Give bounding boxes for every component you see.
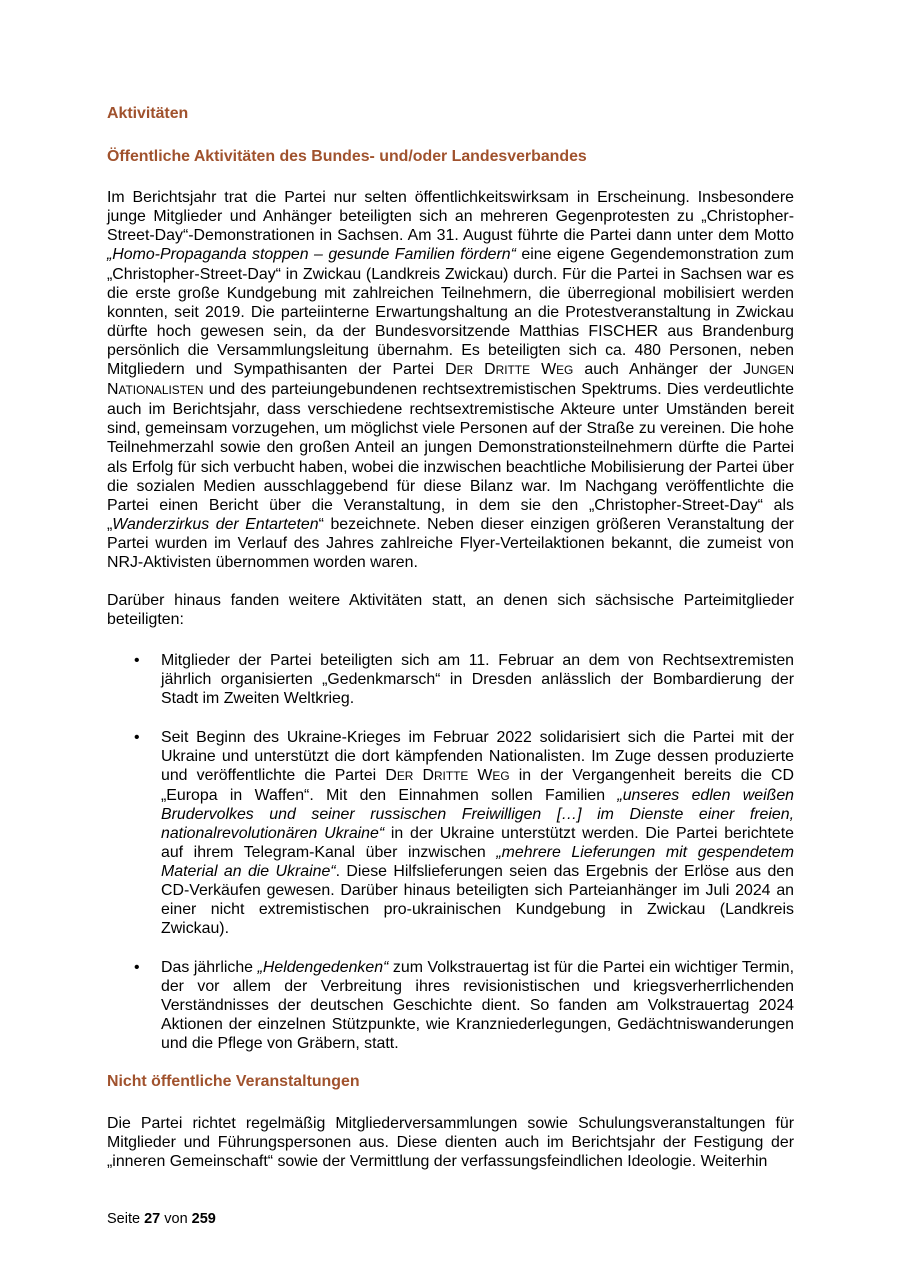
paragraph-berichtsjahr: Im Berichtsjahr trat die Partei nur selten öffentlichkeitswirksam in Erscheinung. Insbesondere junge Mitglieder und Anhänger beteiligten sich an mehreren Gegenprotesten zu „Christopher-Street-Day“-Demonstrationen in Sachsen. Am 31. August führte die Partei dann unter dem Motto „Homo-Propaganda stoppen – gesunde Familien fördern“ eine eigene Gegendemonstration zum „Christopher-Street-Day“ in Zwickau (Landkreis Zwickau) durch. Für die Partei in Sachsen war es die erste große Kundgebung mit zahlreichen Teilnehmern, die überregional mobilisiert werden konnten, seit 2019. Die parteiinterne Erwartungshaltung an die Protestveranstaltung in Zwickau dürfte hoch gewesen sein, da der Bundesvorsitzende Matthias FISCHER aus Brandenburg persönlich die Versammlungsleitung übernahm. Es beteiligten sich ca. 480 Personen, neben Mitgliedern und Sympathisanten der Partei DER DRITTE WEG auch Anhänger der JUNGEN NATIONALISTEN und des parteiungebundenen rechtsextremistischen Spektrums. Dies verdeutlichte auch im Berichtsjahr, dass verschiedene rechtsextremistische Akteure unter Umständen bereit sind, gemeinsam vorzugehen, um möglichst viele Personen auf der Straße zu vereinen. Die hohe Teilnehmerzahl sowie den großen Anteil an jungen Demonstrationsteilnehmern dürfte die Partei als Erfolg für sich verbucht haben, wobei die inzwischen beachtliche Mobilisierung der Partei über die sozialen Medien ausschlaggebend für diese Bilanz war. Im Nachgang veröffentlichte die Partei einen Bericht über die Veranstaltung, in dem sie den „Christopher-Street-Day“ als „Wanderzirkus der Entarteten“ bezeichnete. Neben dieser einzigen größeren Veranstaltung der Partei wurden im Verlauf des Jahres zahlreiche Flyer-Verteilaktionen bekannt, die zumeist von NRJ-Aktivisten übernommen worden waren.	[107, 189, 794, 571]
quote-heldengedenken: „Heldengedenken“	[257, 958, 389, 976]
bullet-icon: •	[134, 728, 140, 746]
motto-quote: „Homo-Propaganda stoppen – gesunde Familien fördern“	[107, 246, 516, 264]
party-name: DER DRITTE WEG	[385, 766, 510, 784]
jn-name: JUNGEN NATIONALISTEN	[107, 361, 794, 399]
page-footer: Seite 27 von 259	[107, 1211, 216, 1227]
total-page-count: 259	[191, 1211, 216, 1227]
activity-list	[107, 651, 794, 1053]
section-heading-aktivitaeten: Aktivitäten	[107, 105, 189, 122]
current-page-number: 27	[144, 1211, 161, 1227]
page-content	[107, 104, 794, 1171]
party-name: DER DRITTE WEG	[445, 361, 574, 379]
list-item: • Das jährliche „Heldengedenken“ zum Volkstrauertag ist für die Partei ein wichtiger Termin, der vor allem der Verbreitung ihres revisionistischen und kriegsverherrlichenden Verständnisses der deutschen Geschichte dient. So fanden am Volkstrauertag 2024 Aktionen der einzelnen Stützpunkte, wie Kranzniederlegungen, Gedächtniswanderungen und die Pflege von Gräbern, statt.	[134, 958, 794, 1052]
paragraph-weitere-aktivitaeten: Darüber hinaus fanden weitere Aktivitäten statt, an denen sich sächsische Parteimitglieder beteiligten:	[107, 592, 794, 629]
bullet-icon: •	[134, 652, 140, 670]
quote-brudervolk: „unseres edlen weißen Brudervolkes und seiner russischen Freiwilligen […] im Dienste einer freien, nationalrevolutionären Ukraine“	[161, 786, 795, 842]
subsection-heading-nicht-oeffentliche: Nicht öffentliche Veranstaltungen	[107, 1073, 360, 1091]
bullet-icon: •	[134, 958, 140, 976]
quote-lieferungen: „mehrere Lieferungen mit gespendetem Material an die Ukraine“	[161, 844, 794, 881]
subsection-heading-oeffentliche: Öffentliche Aktivitäten des Bundes- und/oder Landesverbandes	[107, 148, 587, 166]
list-item: • Seit Beginn des Ukraine-Krieges im Februar 2022 solidarisiert sich die Partei mit der Ukraine und unterstützt die dort kämpfenden Nationalisten. Im Zuge dessen produzierte und veröffentlichte die Partei DER DRITTE WEG in der Vergangenheit bereits die CD „Europa in Waffen“. Mit den Einnahmen sollen Familien „unseres edlen weißen Brudervolkes und seiner russischen Freiwilligen […] im Dienste einer freien, nationalrevolutionären Ukraine“ in der Ukraine unterstützt werden. Die Partei berichtete auf ihrem Telegram-Kanal über inzwischen „mehrere Lieferungen mit gespendetem Material an die Ukraine“. Diese Hilfslieferungen seien das Ergebnis der Erlöse aus den CD-Verkäufen gewesen. Darüber hinaus beteiligten sich Parteianhänger im Juli 2024 an einer nicht extremistischen pro-ukrainischen Kundgebung in Zwickau (Landkreis Zwickau).	[134, 728, 795, 938]
list-item: • Mitglieder der Partei beteiligten sich am 11. Februar an dem von Rechtsextremisten jährlich organisierten „Gedenkmarsch“ in Dresden anlässlich der Bombardierung der Stadt im Zweiten Weltkrieg.	[134, 652, 794, 708]
paragraph-mitgliederversammlungen: Die Partei richtet regelmäßig Mitgliederversammlungen sowie Schulungsveranstaltungen für Mitglieder und Führungspersonen aus. Diese dienten auch im Berichtsjahr der Festigung der „inneren Gemeinschaft“ sowie der Vermittlung der verfassungsfeindlichen Ideologie. Weiterhin	[107, 1115, 794, 1171]
wanderzirkus-quote: Wanderzirkus der Entarteten	[112, 515, 319, 533]
